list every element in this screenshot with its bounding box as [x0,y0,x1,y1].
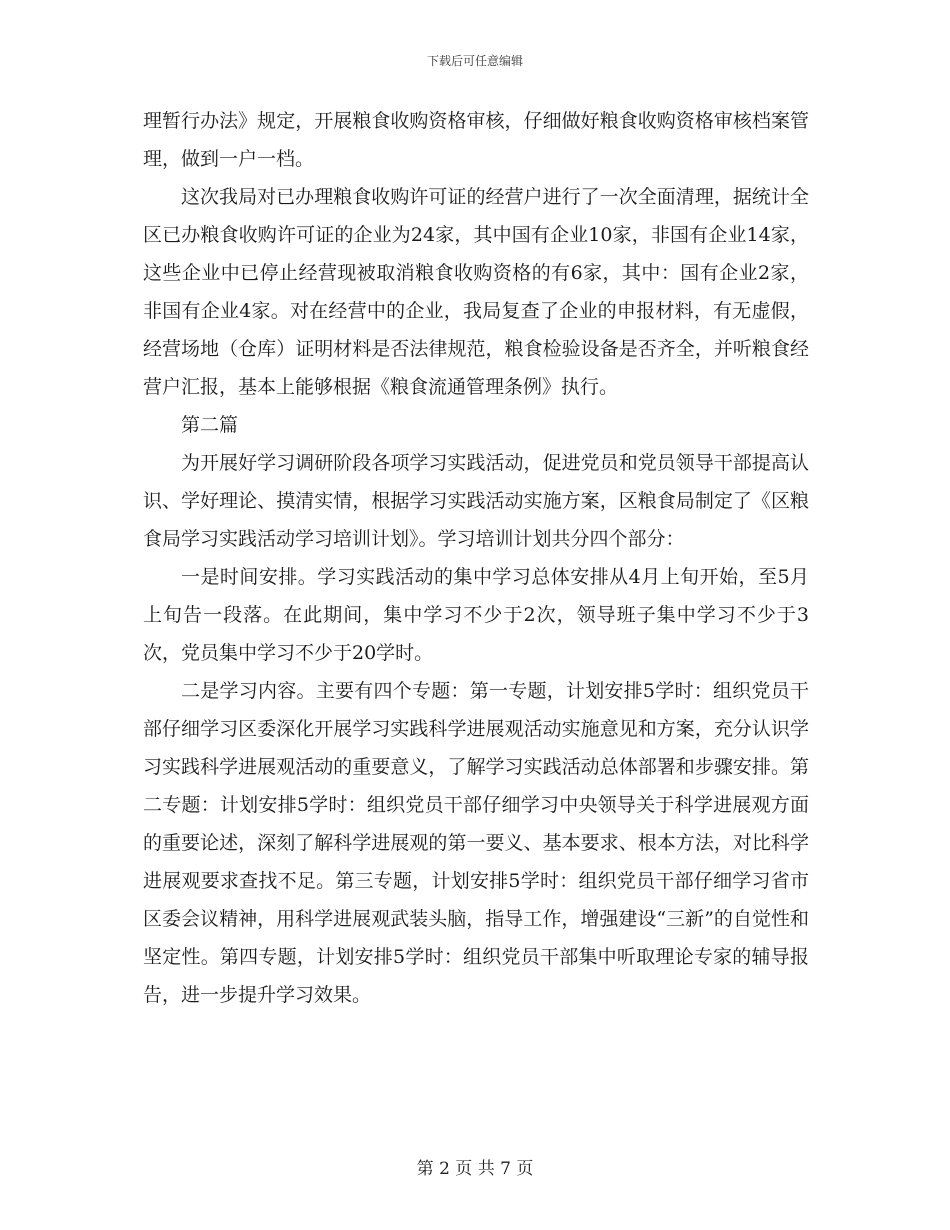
paragraph-study-plan-intro: 为开展好学习调研阶段各项学习实践活动，促进党员和党员领导干部提高认识、学好理论、摸清实情，根据学习实践活动实施方案，区粮食局制定了《区粮食局学习实践活动学习培训计划》。学习培训计划共分四个部分： [143,452,809,550]
paragraph-time-schedule: 一是时间安排。学习实践活动的集中学习总体安排从4月上旬开始，至5月上旬告一段落。在此期间，集中学习不少于2次，领导班子集中学习不少于3次，党员集中学习不少于20学时。 [143,566,809,664]
paragraph-continuation: 理暂行办法》规定，开展粮食收购资格审核，仔细做好粮食收购资格审核档案管理，做到一户一档。 [143,110,809,170]
paragraph-study-content: 二是学习内容。主要有四个专题：第一专题，计划安排5学时：组织党员干部仔细学习区委深化开展学习实践科学进展观活动实施意见和方案，充分认识学习实践科学进展观活动的重要意义，了解学习实践活动总体部署和步骤安排。第二专题：计划安排5学时：组织党员干部仔细学习中央领导关于科学进展观方面的重要论述，深刻了解科学进展观的第一要义、基本要求、根本方法，对比科学进展观要求查找不足。第三专题，计划安排5学时：组织党员干部仔细学习省市区委会议精神，用科学进展观武装头脑，指导工作，增强建设“三新”的自觉性和坚定性。第四专题，计划安排5学时：组织党员干部集中听取理论专家的辅导报告，进一步提升学习效果。 [143,680,809,1006]
paragraph-cleanup-report: 这次我局对已办理粮食收购许可证的经营户进行了一次全面清理，据统计全区已办粮食收购许可证的企业为24家，其中国有企业10家，非国有企业14家，这些企业中已停止经营现被取消粮食收购资格的有6家，其中：国有企业2家，非国有企业4家。对在经营中的企业，我局复查了企业的申报材料，有无虚假，经营场地（仓库）证明材料是否法律规范，粮食检验设备是否齐全，并听粮食经营户汇报，基本上能够根据《粮食流通管理条例》执行。 [143,186,809,398]
document-body [143,102,809,1014]
page-number: 第 2 页 共 7 页 [416,1159,534,1179]
page-header: 下载后可任意编辑 [426,54,523,68]
section-heading: 第二篇 [181,414,239,436]
